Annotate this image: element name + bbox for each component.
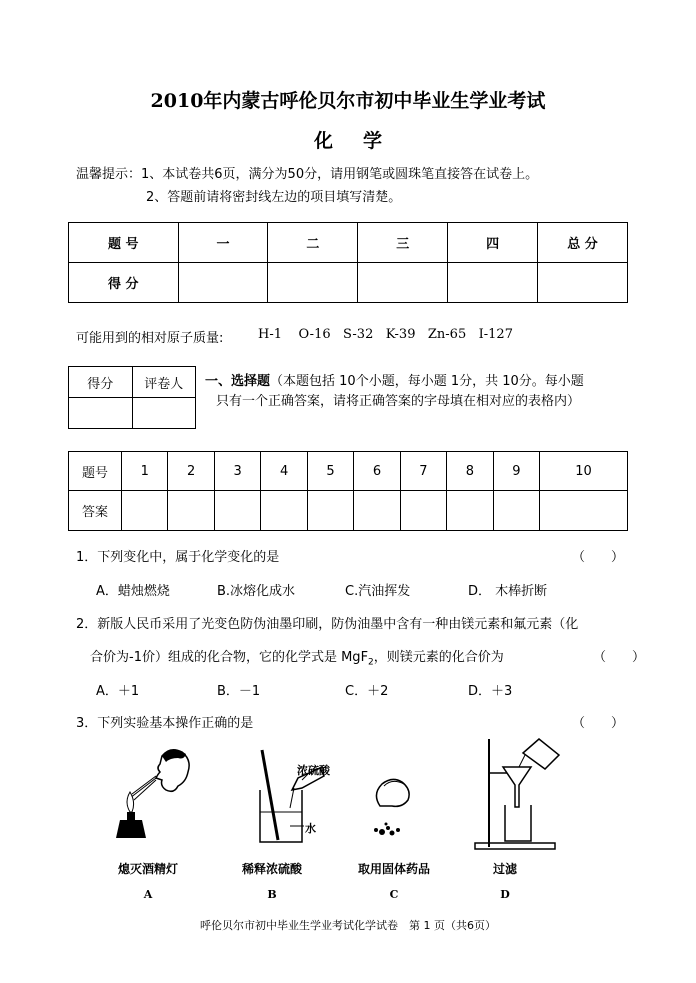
answer-number: 9 (493, 452, 539, 491)
image-b-caption: 稀释浓硫酸 (241, 862, 302, 876)
grader-name-cell[interactable] (132, 398, 196, 429)
atomic-mass-item: Zn-65 (427, 327, 467, 342)
score-cell[interactable] (538, 263, 628, 303)
image-c-letter: C (389, 888, 399, 901)
question-2-stem-part-a: 合价为-1价）组成的化合物，它的化学式是 MgF (90, 650, 369, 665)
atomic-mass-label: 可能用到的相对原子质量: (76, 331, 224, 346)
section-1-desc-1: （本题包括 10个小题，每小题 1分，共 10分。每小题 (270, 374, 584, 389)
subject-title: 化学 (313, 130, 412, 152)
question-2-option-d: D．＋3 (468, 684, 513, 699)
tip-line-2: 2、答题前请将密封线左边的项目填写清楚。 (146, 190, 402, 205)
score-header-cell: 一 (178, 223, 268, 263)
page-footer: 呼伦贝尔市初中毕业生学业考试化学试卷 第 1 页（共6页） (200, 919, 496, 932)
label-conc-acid: 浓硫酸 (297, 764, 330, 777)
answer-cell[interactable] (168, 491, 214, 531)
score-header-cell: 总 分 (538, 223, 628, 263)
illustration-filtration (465, 735, 575, 855)
question-3-answer-paren: （ ） (572, 716, 625, 731)
answer-table-a-label: 答案 (69, 491, 122, 531)
answer-number: 8 (447, 452, 493, 491)
atomic-mass-item: I-127 (478, 327, 513, 342)
question-2-option-a: A．＋1 (96, 684, 140, 699)
question-2-option-c: C．＋2 (345, 684, 389, 699)
score-header-cell: 二 (268, 223, 358, 263)
question-1-option-b: B.冰熔化成水 (217, 584, 296, 599)
tip-line-1: 温馨提示：1、本试卷共6页，满分为50分，请用钢笔或圆珠笔直接答在试卷上。 (76, 167, 539, 182)
answer-number: 5 (307, 452, 353, 491)
illustration-dilute-acid (240, 748, 350, 848)
score-cell[interactable] (268, 263, 358, 303)
score-cell[interactable] (178, 263, 268, 303)
section-1-header (205, 370, 584, 389)
atomic-mass-item: S-32 (343, 327, 374, 342)
question-1-option-c: C.汽油挥发 (345, 584, 411, 599)
answer-cell[interactable] (261, 491, 307, 531)
atomic-mass-item: H-1 (258, 327, 283, 342)
atomic-mass-item: K-39 (385, 327, 416, 342)
answer-number: 4 (261, 452, 307, 491)
image-a-caption: 熄灭酒精灯 (117, 862, 178, 876)
grader-score-cell[interactable] (69, 398, 133, 429)
score-cell[interactable] (448, 263, 538, 303)
answer-number: 1 (122, 452, 168, 491)
question-2-stem-line-2 (90, 646, 504, 668)
score-cell[interactable] (358, 263, 448, 303)
question-2-option-b: B．－1 (217, 684, 261, 699)
answer-cell[interactable] (354, 491, 400, 531)
illustration-extinguish-lamp (100, 742, 200, 847)
image-a-letter: A (143, 888, 153, 901)
score-header-cell: 三 (358, 223, 448, 263)
question-1-stem: 1．下列变化中，属于化学变化的是 (76, 550, 280, 565)
answer-cell[interactable] (447, 491, 493, 531)
grader-box (68, 366, 196, 429)
illustration-take-solid (362, 770, 432, 845)
answer-cell[interactable] (214, 491, 260, 531)
answer-table-q-label: 题号 (69, 452, 122, 491)
answer-cell[interactable] (400, 491, 446, 531)
question-3-stem: 3．下列实验基本操作正确的是 (76, 716, 254, 731)
score-table (68, 222, 628, 303)
atomic-mass-values (258, 327, 513, 342)
question-2-stem-part-b: ，则镁元素的化合价为 (373, 650, 504, 665)
exam-title: 2010年内蒙古呼伦贝尔市初中毕业生学业考试 (150, 90, 546, 112)
score-row-label: 得 分 (69, 263, 179, 303)
score-header-cell: 四 (448, 223, 538, 263)
section-1-heading: 一、选择题 (205, 374, 271, 389)
image-c-caption: 取用固体药品 (357, 862, 430, 876)
formula-subscript: 2 (368, 657, 374, 668)
answer-cell[interactable] (540, 491, 628, 531)
answer-number: 6 (354, 452, 400, 491)
section-1-desc-2: 只有一个正确答案，请将正确答案的字母填在相对应的表格内） (216, 394, 581, 409)
question-1-option-d: D． 木棒折断 (468, 584, 548, 599)
answer-cell[interactable] (493, 491, 539, 531)
answer-table (68, 451, 628, 531)
question-2-answer-paren: （ ） (593, 650, 646, 665)
grader-score-label: 得分 (69, 367, 133, 398)
image-d-letter: D (500, 888, 510, 901)
image-d-caption: 过滤 (492, 862, 517, 876)
answer-number: 10 (540, 452, 628, 491)
question-1-option-a: A．蜡烛燃烧 (96, 584, 170, 599)
answer-number: 3 (214, 452, 260, 491)
image-b-letter: B (267, 888, 277, 901)
answer-cell[interactable] (122, 491, 168, 531)
label-water: 水 (305, 822, 316, 835)
question-1-answer-paren: （ ） (572, 550, 625, 565)
grader-name-label: 评卷人 (132, 367, 196, 398)
question-2-stem-line-1: 2．新版人民币采用了光变色防伪油墨印刷，防伪油墨中含有一种由镁元素和氟元素（化 (76, 617, 579, 632)
atomic-mass-item: O-16 (298, 327, 331, 342)
answer-number: 7 (400, 452, 446, 491)
answer-number: 2 (168, 452, 214, 491)
score-header-cell: 题 号 (69, 223, 179, 263)
answer-cell[interactable] (307, 491, 353, 531)
